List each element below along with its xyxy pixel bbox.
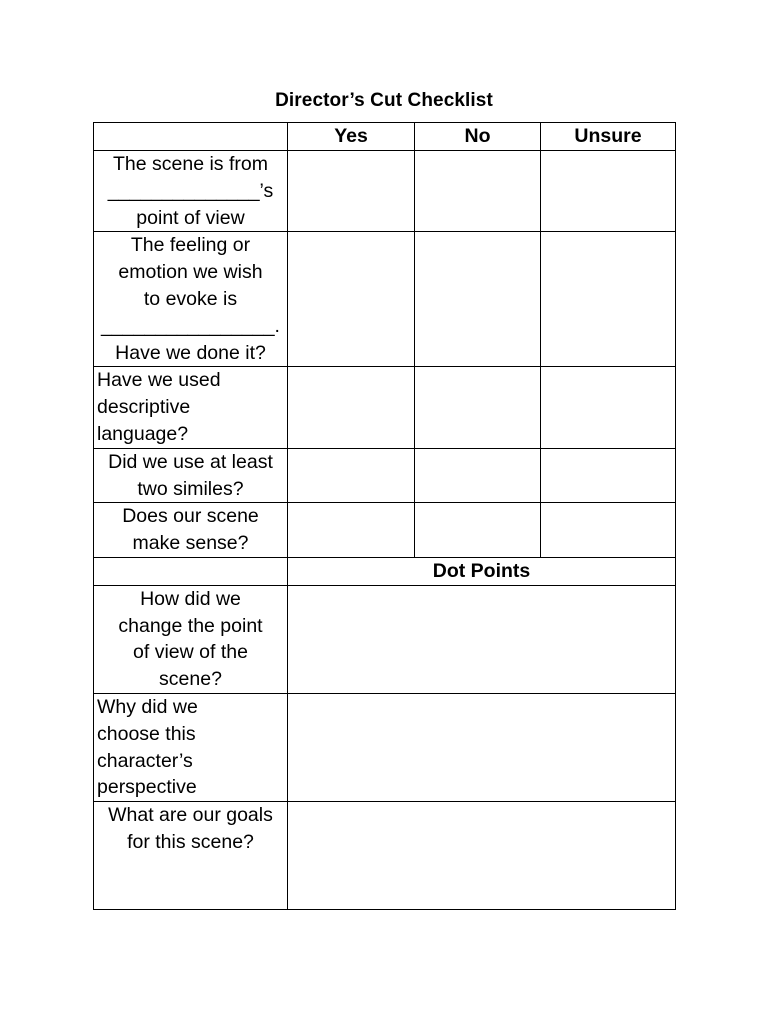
table-row bbox=[94, 367, 676, 448]
no-cell[interactable] bbox=[415, 367, 541, 448]
unsure-cell[interactable] bbox=[541, 151, 676, 232]
table-row bbox=[94, 232, 676, 367]
dot-points-header-row bbox=[94, 557, 676, 585]
header-row bbox=[94, 123, 676, 151]
table-row bbox=[94, 802, 676, 910]
question-line: change the point bbox=[118, 614, 263, 637]
question-cell bbox=[94, 232, 288, 367]
question-line: two similes? bbox=[137, 477, 244, 500]
yes-cell[interactable] bbox=[288, 448, 415, 503]
question-line: Why did we bbox=[97, 695, 198, 718]
unsure-cell[interactable] bbox=[541, 503, 676, 558]
question-line: character’s bbox=[97, 749, 193, 772]
question-cell bbox=[94, 585, 288, 693]
question-cell bbox=[94, 503, 288, 558]
header-yes: Yes bbox=[288, 123, 415, 151]
table-row bbox=[94, 503, 676, 558]
dot-points-answer-cell[interactable] bbox=[288, 585, 676, 693]
question-line: Does our scene bbox=[122, 505, 259, 528]
table-row bbox=[94, 151, 676, 232]
question-line: Have we done it? bbox=[115, 341, 266, 364]
question-cell bbox=[94, 367, 288, 448]
question-line: point of view bbox=[136, 206, 245, 229]
dot-points-answer-cell[interactable] bbox=[288, 693, 676, 801]
question-line: How did we bbox=[140, 587, 241, 610]
no-cell[interactable] bbox=[415, 503, 541, 558]
question-line: to evoke is bbox=[143, 287, 238, 310]
yes-cell[interactable] bbox=[288, 232, 415, 367]
unsure-cell[interactable] bbox=[541, 367, 676, 448]
dot-points-corner-cell bbox=[94, 557, 288, 585]
yes-cell[interactable] bbox=[288, 503, 415, 558]
question-line: Did we use at least bbox=[108, 450, 273, 473]
question-cell bbox=[94, 448, 288, 503]
question-blank-line: ________________. bbox=[101, 314, 280, 337]
unsure-cell[interactable] bbox=[541, 448, 676, 503]
table-row bbox=[94, 448, 676, 503]
question-line: The feeling or bbox=[130, 234, 251, 257]
dot-points-answer-cell[interactable] bbox=[288, 802, 676, 910]
yes-cell[interactable] bbox=[288, 151, 415, 232]
question-line: for this scene? bbox=[127, 830, 254, 853]
no-cell[interactable] bbox=[415, 448, 541, 503]
question-cell bbox=[94, 693, 288, 801]
question-line: descriptive bbox=[97, 396, 191, 419]
question-line: emotion we wish bbox=[118, 261, 263, 284]
question-line: choose this bbox=[97, 722, 196, 745]
no-cell[interactable] bbox=[415, 151, 541, 232]
header-no: No bbox=[415, 123, 541, 151]
question-cell bbox=[94, 802, 288, 910]
header-unsure: Unsure bbox=[541, 123, 676, 151]
question-line: make sense? bbox=[132, 532, 249, 555]
unsure-cell[interactable] bbox=[541, 232, 676, 367]
header-corner-cell bbox=[94, 123, 288, 151]
question-line: What are our goals bbox=[108, 804, 273, 827]
checklist-table bbox=[93, 122, 676, 910]
dot-points-header: Dot Points bbox=[288, 557, 676, 585]
question-line: Have we used bbox=[97, 369, 221, 392]
question-line: scene? bbox=[159, 668, 222, 691]
yes-cell[interactable] bbox=[288, 367, 415, 448]
question-blank-line: ______________’s bbox=[107, 179, 274, 202]
table-row bbox=[94, 693, 676, 801]
table-row bbox=[94, 585, 676, 693]
question-cell bbox=[94, 151, 288, 232]
question-line: The scene is from bbox=[113, 153, 268, 175]
question-line: perspective bbox=[97, 776, 197, 799]
page-title: Director’s Cut Checklist bbox=[275, 90, 493, 111]
question-line: language? bbox=[97, 422, 189, 445]
question-line: of view of the bbox=[133, 641, 248, 664]
no-cell[interactable] bbox=[415, 232, 541, 367]
